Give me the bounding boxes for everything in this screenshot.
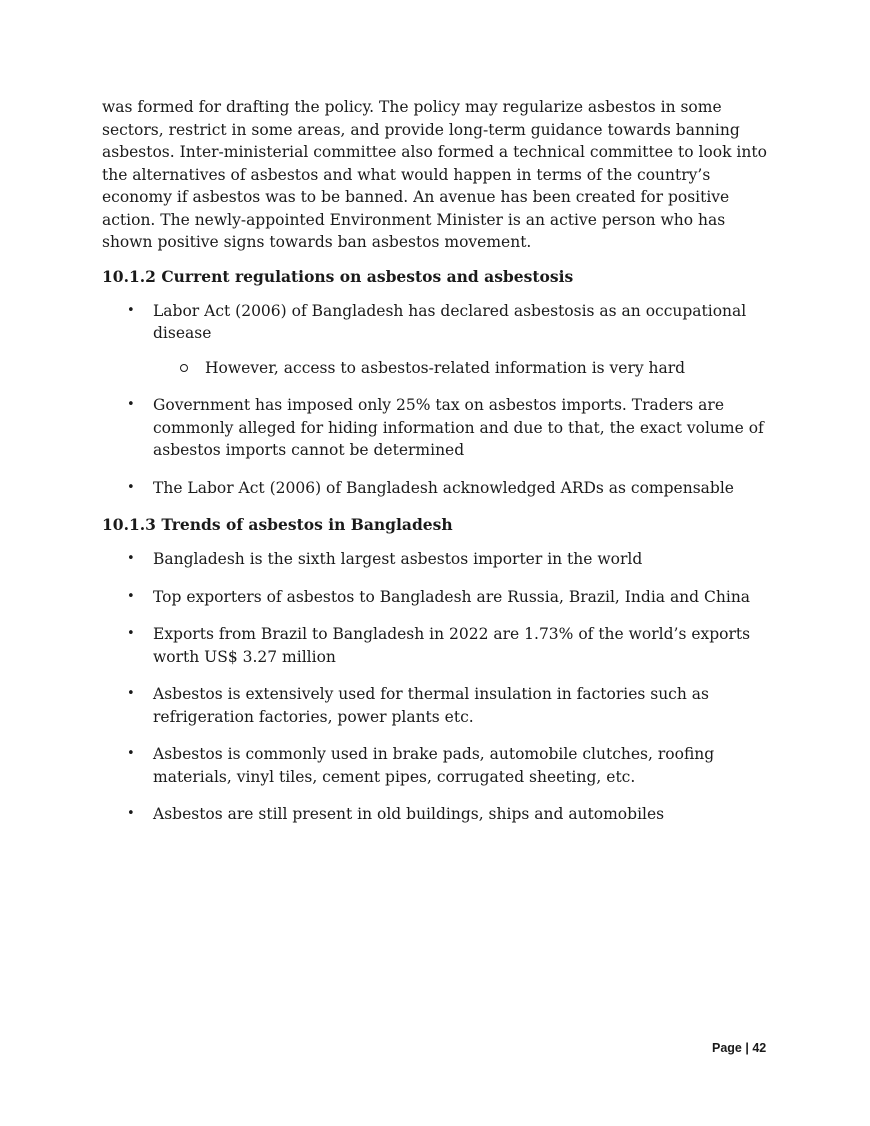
bullet-icon: •: [127, 551, 135, 566]
bullet-icon: •: [127, 806, 135, 821]
list-item-text: Asbestos are still present in old buildings, ships and automobiles: [153, 805, 665, 823]
list-item-text: Top exporters of asbestos to Bangladesh are Russia, Brazil, India and China: [153, 587, 751, 606]
intro-paragraph: was formed for drafting the policy. The policy may regularize asbestos in some sectors, restrict in some areas, and provide long-term guidance towards banning asbestos. Inter-ministerial committee also formed a technical committee to look into the alternatives of asbestos and what would happen in terms of the country’s economy if asbestos was to be banned. An avenue has been created for positive action. The newly-appointed Environment Minister is an active person who has shown positive signs towards ban asbestos movement.: [102, 98, 767, 251]
list-item-text: Labor Act (2006) of Bangladesh has declared asbestosis as an occupational disease: [153, 301, 747, 342]
list-item: [102, 548, 774, 571]
list-item: [102, 394, 774, 462]
bullet-icon: •: [127, 626, 135, 641]
list-item: [102, 803, 774, 826]
page-number: Page | 42: [712, 1041, 767, 1055]
list-item: [102, 743, 774, 788]
list-item-text: Asbestos is extensively used for thermal insulation in factories such as refrigeration factories, power plants etc.: [153, 685, 709, 726]
sub-list-item: [153, 357, 774, 380]
section-heading-regulations: 10.1.2 Current regulations on asbestos and asbestosis: [102, 266, 574, 286]
list-item: [102, 623, 774, 668]
list-item-text: Bangladesh is the sixth largest asbestos importer in the world: [153, 550, 643, 568]
list-item: [102, 300, 774, 380]
list-item-text: Asbestos is commonly used in brake pads, automobile clutches, roofing materials, vinyl tiles, cement pipes, corrugated sheeting, etc.: [153, 745, 715, 786]
list-item-text: Government has imposed only 25% tax on asbestos imports. Traders are commonly alleged for hiding information and due to that, the exact volume of asbestos imports cannot be determined: [153, 396, 764, 459]
sub-list: [153, 357, 774, 380]
list-item: [102, 683, 774, 728]
bullet-icon: •: [127, 397, 135, 412]
list-item: [102, 477, 774, 500]
trends-list: [102, 548, 774, 826]
document-page: [102, 96, 774, 841]
bullet-icon: •: [127, 479, 135, 495]
bullet-icon: •: [127, 588, 135, 604]
regulations-list: [102, 300, 774, 500]
sub-list-item-text: However, access to asbestos-related information is very hard: [205, 358, 686, 377]
section-heading-trends: 10.1.3 Trends of asbestos in Bangladesh: [102, 515, 453, 534]
list-item-text: The Labor Act (2006) of Bangladesh acknowledged ARDs as compensable: [153, 478, 734, 497]
list-item: [102, 586, 774, 609]
hollow-circle-bullet-icon: [180, 364, 188, 372]
list-item-text: Exports from Brazil to Bangladesh in 2022 are 1.73% of the world’s exports worth US$ 3.27 million: [153, 625, 751, 666]
bullet-icon: •: [127, 686, 135, 701]
bullet-icon: •: [127, 746, 135, 761]
bullet-icon: •: [127, 302, 135, 318]
